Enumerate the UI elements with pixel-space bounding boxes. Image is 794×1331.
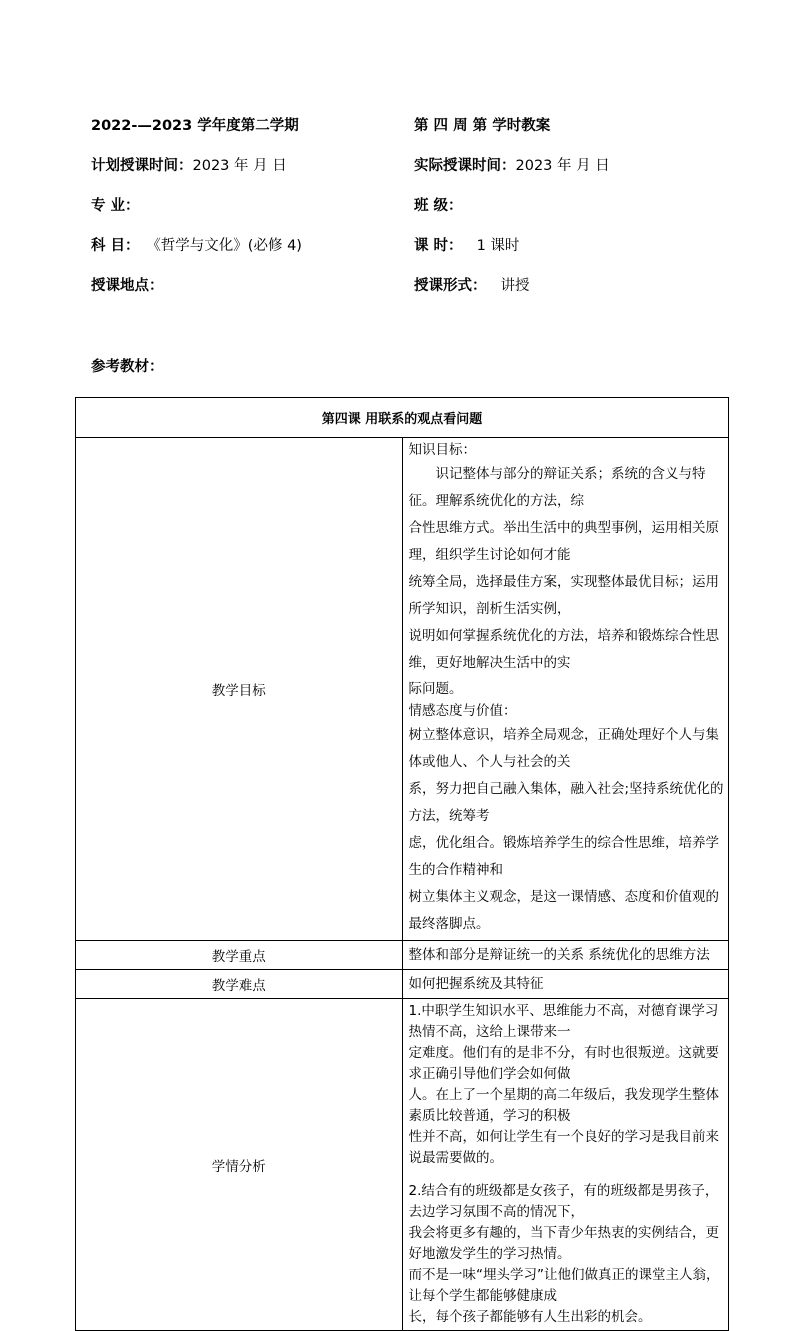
- plan-time-label: 计划授课时间：: [91, 158, 193, 174]
- goals-line: 际问题。: [408, 681, 463, 697]
- analysis-line: 1.中职学生知识水平、思维能力不高，对德育课学习热情不高，这给上课带来一: [408, 1003, 719, 1040]
- goals-line: 情感态度与价值：: [408, 703, 517, 719]
- analysis-label: 学情分析: [76, 999, 403, 1331]
- class-label: 班 级：: [414, 198, 463, 214]
- analysis-line: 人。在上了一个星期的高二年级后，我发现学生整体素质比较普通，学习的积极: [408, 1087, 719, 1124]
- hours: [414, 234, 519, 255]
- form: [414, 274, 530, 295]
- goals-label: 教学目标: [76, 438, 403, 941]
- goals-line: 识记整体与部分的辩证关系；系统的含义与特征。理解系统优化的方法，综: [408, 466, 706, 509]
- paragraph-gap: [409, 1169, 725, 1181]
- goals-line: 说明如何掌握系统优化的方法，培养和锻炼综合性思维，更好地解决生活中的实: [408, 628, 719, 671]
- analysis-line: 而不是一味“埋头学习”让他们做真正的课堂主人翁，让每个学生都能够健康成: [408, 1267, 720, 1304]
- goals-line: 树立集体主义观念，是这一课情感、态度和价值观的最终落脚点。: [408, 889, 719, 932]
- difficult-value: 如何把握系统及其特征: [402, 970, 729, 999]
- difficult-label: 教学难点: [76, 970, 403, 999]
- plan-time: [91, 154, 287, 175]
- key-value: 整体和部分是辩证统一的关系 系统优化的思维方法: [402, 941, 729, 970]
- actual-time: [414, 154, 610, 175]
- analysis-line: 2.结合有的班级都是女孩子，有的班级都是男孩子，去边学习氛围不高的情况下，: [408, 1183, 719, 1220]
- actual-time-label: 实际授课时间：: [414, 158, 516, 174]
- lesson-plan-table: [75, 397, 729, 1331]
- analysis-line: 长，每个孩子都能够有人生出彩的机会。: [408, 1309, 652, 1325]
- term-title: 2022-—2023 学年度第二学期: [91, 118, 299, 134]
- form-label: 授课形式：: [414, 278, 487, 294]
- subject: [91, 234, 302, 255]
- analysis-line: 性并不高，如何让学生有一个良好的学习是我目前来说最需要做的。: [408, 1129, 719, 1166]
- goals-line: 知识目标：: [408, 442, 476, 458]
- goals-line: 统筹全局，选择最佳方案，实现整体最优目标；运用所学知识，剖析生活实例，: [408, 574, 719, 617]
- subject-value: 《哲学与文化》(必修 4): [153, 238, 302, 254]
- actual-time-value: 2023 年 月 日: [515, 158, 610, 174]
- hours-label: 课 时：: [414, 238, 463, 254]
- goals-line: 虑，优化组合。锻炼培养学生的综合性思维，培养学生的合作精神和: [408, 835, 719, 878]
- goals-line: 树立整体意识，培养全局观念，正确处理好个人与集体或他人、个人与社会的关: [408, 727, 719, 770]
- analysis-content: [402, 999, 729, 1331]
- goals-line: 系，努力把自己融入集体，融入社会;坚持系统优化的方法，统筹考: [408, 781, 724, 824]
- hours-value: 1 课时: [476, 238, 520, 254]
- week-title: 第 四 周 第 学时教案: [414, 118, 551, 134]
- subject-label: 科 目：: [91, 238, 140, 254]
- form-value: 讲授: [500, 278, 530, 294]
- place-label: 授课地点：: [91, 278, 164, 294]
- major-label: 专 业：: [91, 198, 140, 214]
- key-label: 教学重点: [76, 941, 403, 970]
- textbook-label: 参考教材：: [91, 359, 164, 375]
- goals-line: 合性思维方式。举出生活中的典型事例，运用相关原理，组织学生讨论如何才能: [408, 520, 719, 563]
- analysis-line: 我会将更多有趣的，当下青少年热衷的实例结合，更好地激发学生的学习热情。: [408, 1225, 719, 1262]
- goals-content: [402, 438, 729, 941]
- lesson-title: 第四课 用联系的观点看问题: [76, 398, 729, 438]
- analysis-line: 定难度。他们有的是非不分，有时也很叛逆。这就要求正确引导他们学会如何做: [408, 1045, 719, 1082]
- plan-time-value: 2023 年 月 日: [192, 158, 287, 174]
